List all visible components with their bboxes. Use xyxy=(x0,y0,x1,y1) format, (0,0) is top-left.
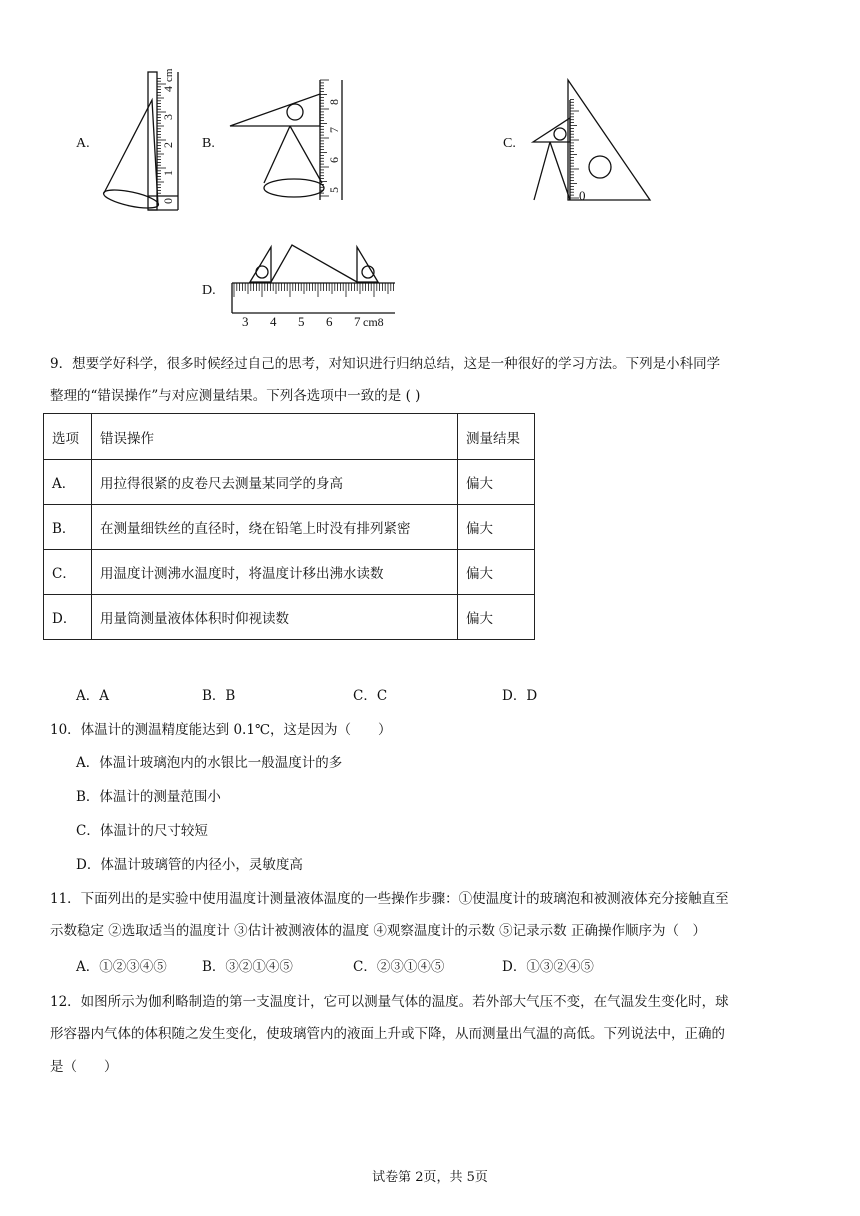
ruler-a-unit: cm xyxy=(163,68,175,82)
q11-stem-line1: 11．下面列出的是实验中使用温度计测量液体温度的一些操作步骤：①使温度计的玻璃泡和被测液体充分接触直至 xyxy=(50,891,729,907)
ruler-c-zero: 0 xyxy=(579,188,586,203)
ruler-a-number-1: 1 xyxy=(161,170,175,176)
ruler-a-number-3: 3 xyxy=(161,114,175,120)
ruler-d-unit: cm8 xyxy=(363,315,384,329)
q12-line1: 12．如图所示为伽利略制造的第一支温度计，它可以测量气体的温度。若外部大气压不变，在气温发生变化时，球 xyxy=(50,994,729,1010)
table-row xyxy=(44,505,535,550)
q10-option-d: D．体温计玻璃管的内径小，灵敏度高 xyxy=(76,857,303,873)
q11-stem-line2: 示数稳定 ②选取适当的温度计 ③估计被测液体的温度 ④观察温度计的示数 ⑤记录示数 正确操作顺序为（ ） xyxy=(50,923,706,939)
ruler-d-number-7: 7 xyxy=(354,314,361,329)
table-header-option: 选项 xyxy=(44,414,92,460)
ruler-a-number-4: 4 xyxy=(161,86,175,92)
table-header-operation: 错误操作 xyxy=(92,414,458,460)
table-cell: A． xyxy=(44,460,92,505)
figure-c-triangle-ruler xyxy=(533,80,650,200)
figure-a-label: A. xyxy=(76,136,90,151)
figure-b-label: B. xyxy=(202,136,215,151)
q9-option-c: C．C xyxy=(353,688,388,704)
ruler-d-number-3: 3 xyxy=(242,314,249,329)
q11-option-c: C．②③①④⑤ xyxy=(353,959,445,975)
ruler-b-number-7: 7 xyxy=(327,127,341,133)
q12-line2: 形容器内气体的体积随之发生变化，使玻璃管内的液面上升或下降，从而测量出气温的高低。下列说法中，正确的 xyxy=(50,1026,725,1042)
figure-c-label: C. xyxy=(503,136,516,151)
q10-option-c: C．体温计的尺寸较短 xyxy=(76,823,208,839)
table-cell: 偏大 xyxy=(458,550,535,595)
table-row xyxy=(44,550,535,595)
figure-d-label: D. xyxy=(202,283,216,298)
ruler-a-number-0: 0 xyxy=(161,198,175,204)
ruler-b-number-5: 5 xyxy=(327,187,341,193)
q11-option-a: A．①②③④⑤ xyxy=(76,959,167,975)
measurement-figures xyxy=(0,0,860,340)
q9-option-d: D．D xyxy=(502,688,538,704)
ruler-d-number-6: 6 xyxy=(326,314,333,329)
figure-b-cone-triangle-ruler xyxy=(230,80,342,200)
q9-text-line2: 整理的“错误操作”与对应测量结果。下列各选项中一致的是 ( ) xyxy=(50,388,421,404)
table-cell: 偏大 xyxy=(458,505,535,550)
q9-option-b: B．B xyxy=(202,688,236,704)
q11-option-d: D．①③②④⑤ xyxy=(502,959,594,975)
table-cell: 用温度计测沸水温度时，将温度计移出沸水读数 xyxy=(92,550,458,595)
q9-error-table xyxy=(43,413,535,640)
table-row xyxy=(44,460,535,505)
ruler-d-number-5: 5 xyxy=(298,314,305,329)
page-footer: 试卷第 2页，共 5页 xyxy=(372,1170,488,1185)
q12-line3: 是（ ） xyxy=(50,1059,118,1075)
table-cell: D． xyxy=(44,595,92,640)
table-cell: 偏大 xyxy=(458,595,535,640)
table-header-result: 测量结果 xyxy=(458,414,535,460)
table-cell: 在测量细铁丝的直径时，绕在铅笔上时没有排列紧密 xyxy=(92,505,458,550)
table-cell: C． xyxy=(44,550,92,595)
figure-d-horizontal-ruler xyxy=(232,245,395,313)
q9-text-line1: 9．想要学好科学，很多时候经过自己的思考，对知识进行归纳总结，这是一种很好的学习方法。下列是小科同学 xyxy=(50,356,721,372)
q10-stem: 10．体温计的测温精度能达到 0.1℃，这是因为（ ） xyxy=(50,722,392,738)
table-header-row xyxy=(44,414,535,460)
ruler-b-number-6: 6 xyxy=(327,157,341,163)
q11-option-b: B．③②①④⑤ xyxy=(202,959,293,975)
q10-option-b: B．体温计的测量范围小 xyxy=(76,789,221,805)
ruler-b-number-8: 8 xyxy=(327,99,341,105)
ruler-d-number-4: 4 xyxy=(270,314,277,329)
table-cell: 偏大 xyxy=(458,460,535,505)
table-cell: 用拉得很紧的皮卷尺去测量某同学的身高 xyxy=(92,460,458,505)
table-row xyxy=(44,595,535,640)
table-cell: 用量筒测量液体体积时仰视读数 xyxy=(92,595,458,640)
q10-option-a: A．体温计玻璃泡内的水银比一般温度计的多 xyxy=(76,755,343,771)
ruler-a-number-2: 2 xyxy=(161,142,175,148)
q9-option-a: A．A xyxy=(76,688,109,704)
table-cell: B． xyxy=(44,505,92,550)
